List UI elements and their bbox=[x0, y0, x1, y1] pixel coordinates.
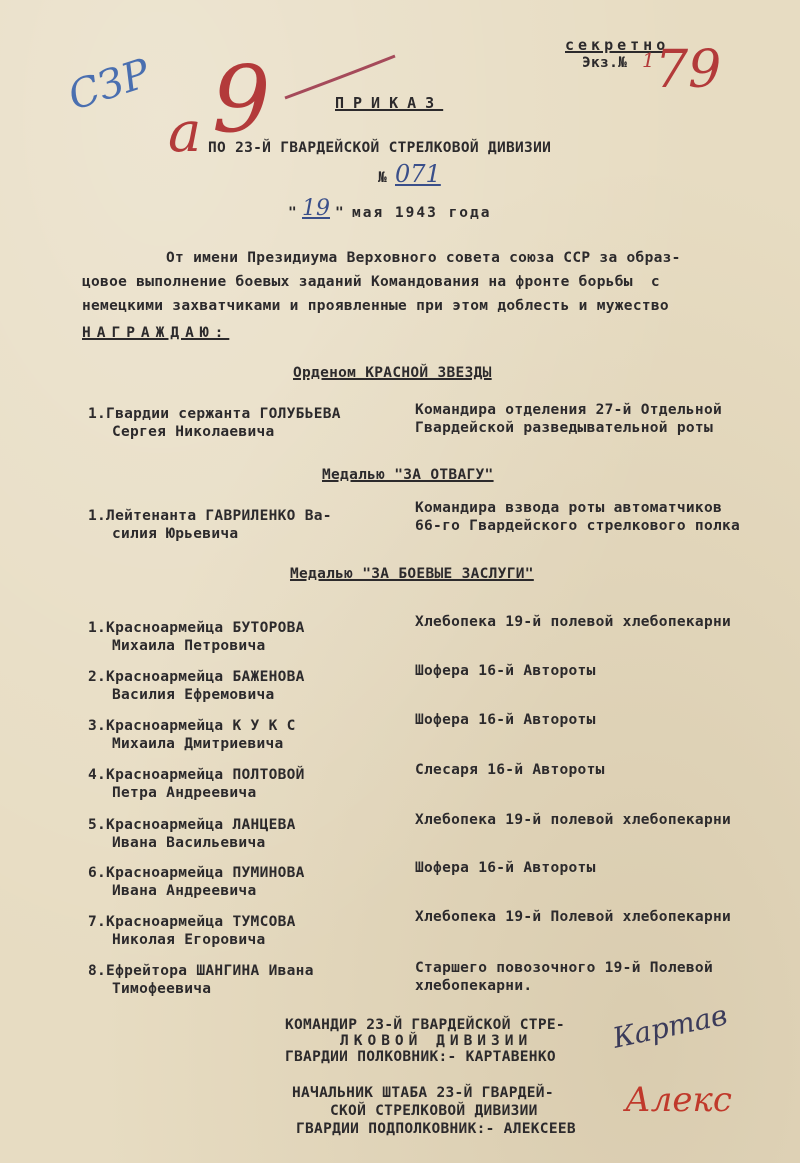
top-handwritten-number: 79 bbox=[655, 40, 722, 100]
entry-name-line-1: 1.Красноармейца БУТОРОВА bbox=[88, 620, 305, 636]
commander-title-line-1: КОМАНДИР 23-Й ГВАРДЕЙСКОЙ СТРЕ- bbox=[285, 1017, 565, 1033]
blue-handwritten-mark: СЗР bbox=[62, 50, 156, 120]
entry-name-line-2: Михаила Дмитриевича bbox=[112, 736, 284, 752]
entry-post-line-2: Гвардейской разведывательной роты bbox=[415, 420, 713, 436]
entry-name-line-1: 1.Лейтенанта ГАВРИЛЕНКО Ва- bbox=[88, 508, 332, 524]
page-title: ПРИКАЗ bbox=[335, 94, 444, 112]
entry-post-line-1: Командира отделения 27-й Отдельной bbox=[415, 402, 723, 418]
chief-name: ГВАРДИИ ПОДПОЛКОВНИК:- АЛЕКСЕЕВ bbox=[296, 1121, 576, 1137]
entry-post-line-2: хлебопекарни. bbox=[415, 978, 533, 994]
entry-name-line-2: силия Юрьевича bbox=[112, 526, 239, 542]
entry-name-line-1: 4.Красноармейца ПОЛТОВОЙ bbox=[88, 767, 305, 783]
chief-signature: Алекс bbox=[625, 1080, 732, 1120]
section-red-star: Орденом КРАСНОЙ ЗВЕЗДЫ bbox=[293, 365, 492, 381]
preamble-line-1: От имени Президиума Верховного совета союза ССР за образ- bbox=[166, 250, 681, 266]
commander-title-line-2: ЛКОВОЙ ДИВИЗИИ bbox=[340, 1033, 533, 1049]
entry-post-line-1: Старшего повозочного 19-й Полевой bbox=[415, 960, 713, 976]
entry-name-line-1: 6.Красноармейца ПУМИНОВА bbox=[88, 865, 305, 881]
date-text: мая 1943 года bbox=[352, 205, 492, 221]
entry-name-line-2: Ивана Васильевича bbox=[112, 835, 266, 851]
commander-signature: Картав bbox=[609, 998, 730, 1055]
section-combat-merit: Медалью "ЗА БОЕВЫЕ ЗАСЛУГИ" bbox=[290, 566, 534, 582]
entry-post-line-1: Слесаря 16-й Автороты bbox=[415, 762, 605, 778]
entry-post-line-1: Хлебопека 19-й полевой хлебопекарни bbox=[415, 614, 732, 630]
entry-name-line-1: 2.Красноармейца БАЖЕНОВА bbox=[88, 669, 305, 685]
entry-name-line-2: Михаила Петровича bbox=[112, 638, 266, 654]
entry-name-line-2: Николая Егоровича bbox=[112, 932, 266, 948]
entry-post-line-1: Хлебопека 19-й Полевой хлебопекарни bbox=[415, 909, 732, 925]
chief-title-line-1: НАЧАЛЬНИК ШТАБА 23-Й ГВАРДЕЙ- bbox=[292, 1085, 554, 1101]
entry-name-line-2: Тимофеевича bbox=[112, 981, 212, 997]
entry-name-line-2: Василия Ефремовича bbox=[112, 687, 275, 703]
section-bravery: Медалью "ЗА ОТВАГУ" bbox=[322, 467, 494, 483]
order-number-handwritten: 071 bbox=[395, 160, 441, 188]
entry-post-line-1: Хлебопека 19-й полевой хлебопекарни bbox=[415, 812, 732, 828]
entry-name-line-2: Ивана Андреевича bbox=[112, 883, 257, 899]
entry-post-line-1: Шофера 16-й Автороты bbox=[415, 663, 596, 679]
copy-number-handwritten: 1 bbox=[642, 48, 655, 72]
order-number-label: № bbox=[378, 170, 388, 186]
entry-name-line-1: 5.Красноармейца ЛАНЦЕВА bbox=[88, 817, 296, 833]
entry-name-line-1: 1.Гвардии сержанта ГОЛУБЬЕВА bbox=[88, 406, 341, 422]
commander-name: ГВАРДИИ ПОЛКОВНИК:- КАРТАВЕНКО bbox=[285, 1049, 556, 1065]
date-quote-open: " bbox=[288, 205, 298, 221]
entry-post-line-1: Командира взвода роты автоматчиков bbox=[415, 500, 723, 516]
entry-name-line-1: 8.Ефрейтора ШАНГИНА Ивана bbox=[88, 963, 314, 979]
chief-title-line-2: СКОЙ СТРЕЛКОВОЙ ДИВИЗИИ bbox=[330, 1103, 538, 1119]
entry-name-line-1: 7.Красноармейца ТУМСОВА bbox=[88, 914, 296, 930]
entry-post-line-2: 66-го Гвардейского стрелкового полка bbox=[415, 518, 741, 534]
award-word: НАГРАЖДАЮ: bbox=[82, 325, 230, 341]
copy-number-label: Экз.№ bbox=[582, 55, 628, 71]
entry-name-line-2: Петра Андреевича bbox=[112, 785, 257, 801]
entry-post-line-1: Шофера 16-й Автороты bbox=[415, 712, 596, 728]
page-subtitle: ПО 23-Й ГВАРДЕЙСКОЙ СТРЕЛКОВОЙ ДИВИЗИИ bbox=[208, 140, 552, 156]
entry-post-line-1: Шофера 16-й Автороты bbox=[415, 860, 596, 876]
secret-stamp: секретно bbox=[565, 36, 670, 54]
red-handwritten-letter: а bbox=[168, 100, 202, 165]
date-quote-close: " bbox=[335, 205, 345, 221]
date-day-handwritten: 19 bbox=[302, 196, 330, 221]
entry-name-line-2: Сергея Николаевича bbox=[112, 424, 275, 440]
red-handwritten-digit: 9 bbox=[212, 46, 271, 153]
entry-name-line-1: 3.Красноармейца К У К С bbox=[88, 718, 296, 734]
preamble-line-2: цовое выполнение боевых заданий Командования на фронте борьбы с bbox=[82, 274, 660, 290]
preamble-line-3: немецкими захватчиками и проявленные при этом доблесть и мужество bbox=[82, 298, 669, 314]
